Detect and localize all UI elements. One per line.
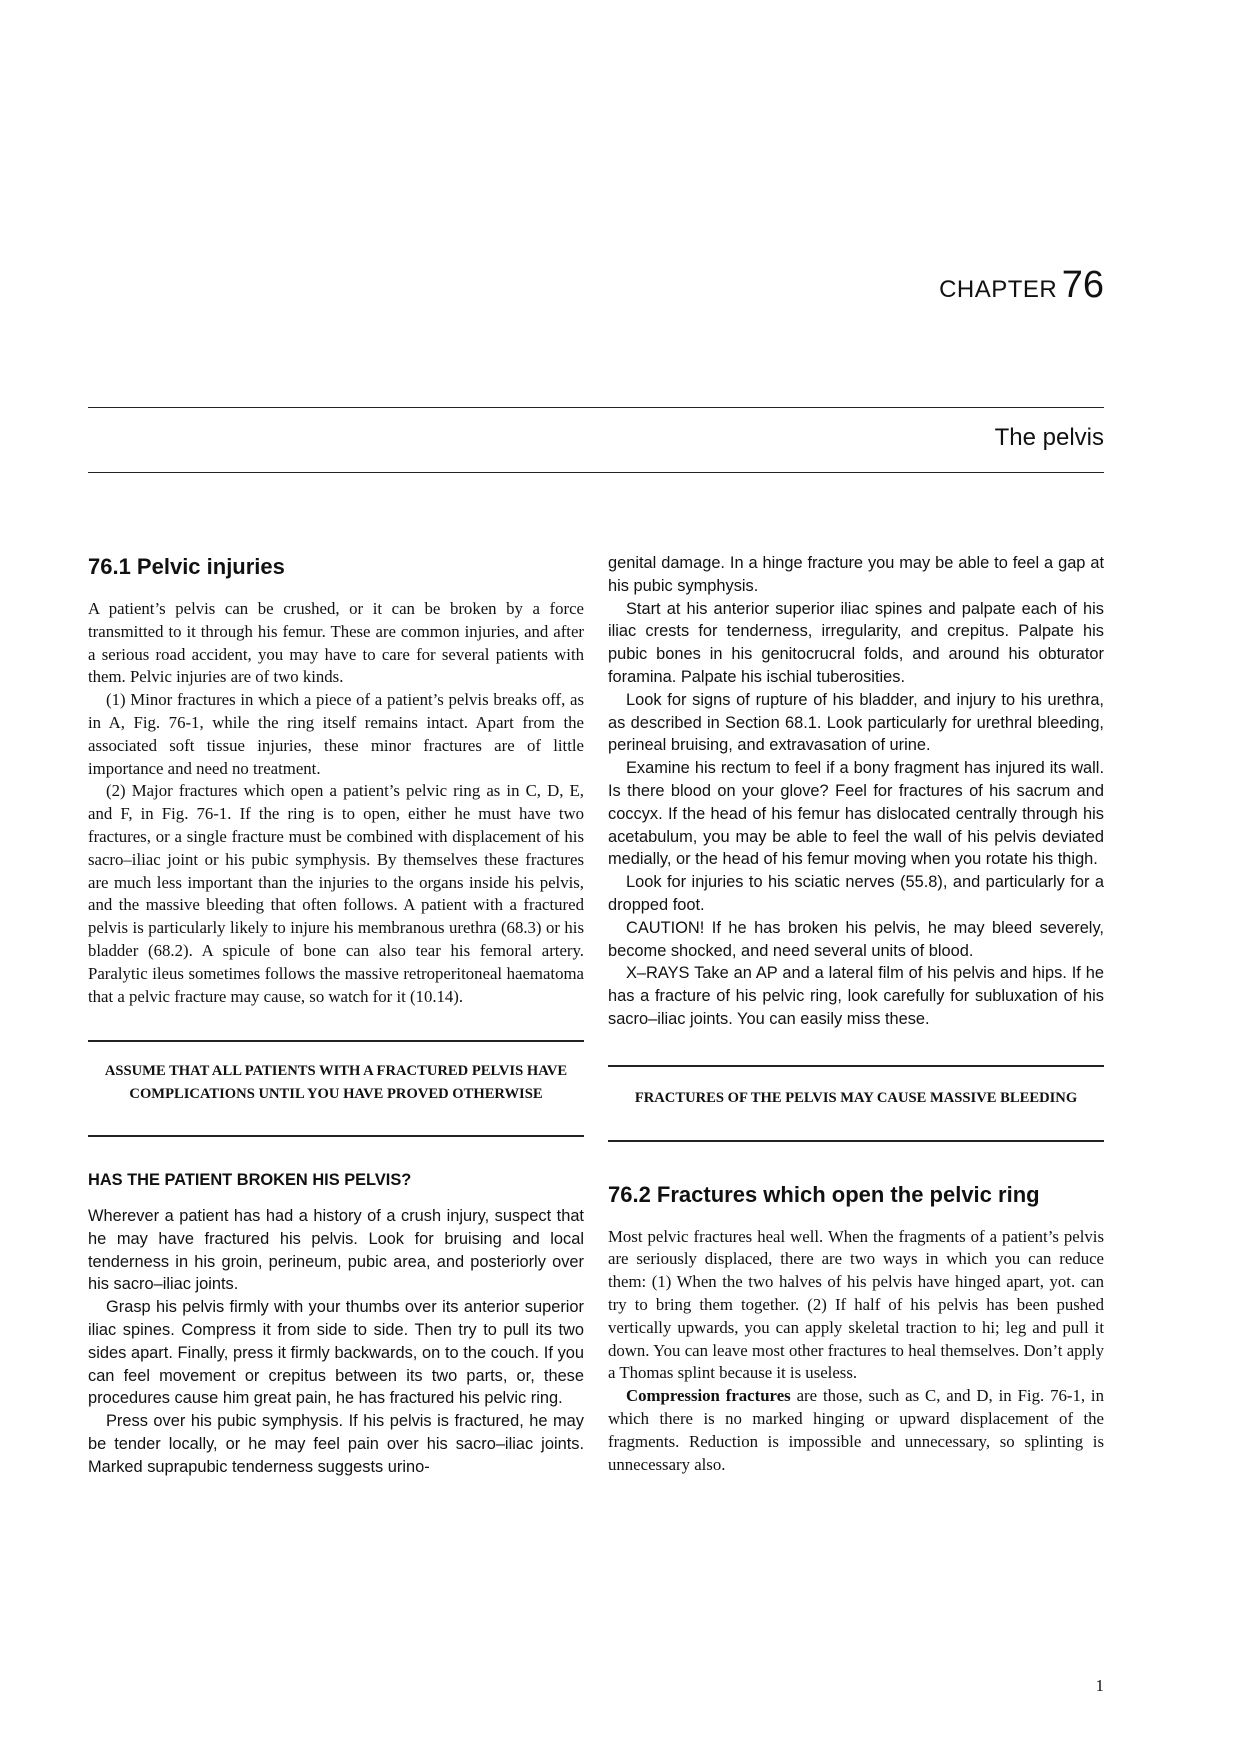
- page-number: 1: [1095, 1676, 1104, 1695]
- right-paragraph: Look for signs of rupture of his bladder, and injury to his urethra, as described in Section 68.1. Look particularly for urethral bleeding, perineal bruising, and extravasation of urine.: [608, 690, 1104, 755]
- section-1-paragraph: (1) Minor fractures in which a piece of a patient’s pelvis breaks off, as in A, Fig. 76-1, while the ring itself remains intact. Apart from the associated soft tissue injuries, these minor fractures are of little importance and need no treatment.: [88, 690, 584, 778]
- left-column: [88, 552, 584, 1479]
- section-heading-76-2: 76.2 Fractures which open the pelvic ring: [608, 1181, 1040, 1207]
- subsection-paragraph: Press over his pubic symphysis. If his pelvis is fractured, he may be tender locally, or he may feel pain over his sacro–iliac joints. Marked suprapubic tenderness suggests urino-: [88, 1412, 584, 1476]
- right-paragraph: Look for injuries to his sciatic nerves (55.8), and particularly for a dropped foot.: [608, 873, 1104, 914]
- callout-left: ASSUME THAT ALL PATIENTS WITH A FRACTURED PELVIS HAVE COMPLICATIONS UNTIL YOU HAVE PROVED OTHERWISE: [104, 1063, 568, 1103]
- chapter-title: The pelvis: [994, 424, 1104, 451]
- section-1-paragraph: (2) Major fractures which open a patient’s pelvic ring as in C, D, E, and F, in Fig. 76-1. If the ring is to open, either he must have two fractures, or a single fracture must be combined with displacement of his sacro–iliac joint or his pubic symphysis. By themselves these fractures are much less important than the injuries to the organs inside his pelvis, and the massive bleeding that often follows. A patient with a fractured pelvis is particularly likely to injure his membranous urethra (68.3) or his bladder (68.2). A spicule of bone can also tear his femoral artery. Paralytic ileus sometimes follows the massive retroperitoneal haematoma that a pelvic fracture may cause, so watch for it (10.14).: [88, 781, 584, 1006]
- chapter-heading: [939, 264, 1104, 307]
- callout-right: FRACTURES OF THE PELVIS MAY CAUSE MASSIVE BLEEDING: [634, 1089, 1078, 1106]
- subsection-paragraph: Wherever a patient has had a history of a crush injury, suspect that he may have fractured his pelvis. Look for bruising and local tenderness in his groin, perineum, pubic area, and posteriorly over his sacro–iliac joints.: [88, 1206, 584, 1294]
- right-paragraph: Examine his rectum to feel if a bony fragment has injured its wall. Is there blood on your glove? Feel for fractures of his sacrum and coccyx. If the head of his femur has dislocated centrally through his acetabulum, you may be able to feel the wall of his pelvis deviated medially, or the head of his femur moving when you rotate his thigh.: [608, 759, 1104, 869]
- subsection-paragraph: Grasp his pelvis firmly with your thumbs over its anterior superior iliac spines. Compress it from side to side. Then try to pull its two sides apart. Finally, press it firmly backwards, on to the couch. If you can feel movement or crepitus between its two parts, or, these procedures cause him great pain, he has fractured his pelvic ring.: [88, 1298, 584, 1408]
- right-paragraph: CAUTION! If he has broken his pelvis, he may bleed severely, become shocked, and need several units of blood.: [608, 918, 1104, 960]
- bottom-divider: [88, 472, 1104, 473]
- chapter-label: CHAPTER: [939, 276, 1058, 303]
- subsection-heading: HAS THE PATIENT BROKEN HIS PELVIS?: [88, 1170, 412, 1189]
- chapter-number: 76: [1061, 264, 1104, 306]
- compression-fractures-text: are those, such as C, and D, in Fig. 76-1, in which there is no marked hinging or upward displacement of the fragments. Reduction is impossible and unnecessary, so splinting is unnecessary also.: [608, 1386, 1104, 1474]
- top-divider: [88, 407, 1104, 408]
- right-paragraph: genital damage. In a hinge fracture you may be able to feel a gap at his pubic symphysis.: [608, 554, 1104, 595]
- right-paragraph: X–RAYS Take an AP and a lateral film of his pelvis and hips. If he has a fracture of his pelvic ring, look carefully for subluxation of his sacro–iliac joints. You can easily miss these.: [608, 964, 1104, 1028]
- section-2-paragraph: [608, 1385, 1104, 1476]
- section-heading-76-1: 76.1 Pelvic injuries: [88, 554, 285, 579]
- right-column: [608, 552, 1104, 1476]
- section-2-paragraph: Most pelvic fractures heal well. When the fragments of a patient’s pelvis are seriously displaced, there are two ways in which you can reduce them: (1) When the two halves of his pelvis have hinged apart, yot. can try to bring them together. (2) If half of his pelvis has been pushed vertically upwards, you can apply skeletal traction to hi; leg and pull it down. You can leave most other fractures to heal themselves. Don’t apply a Thomas splint because it is useless.: [608, 1226, 1104, 1383]
- compression-fractures-term: Compression fractures: [626, 1386, 791, 1406]
- section-1-paragraph: A patient’s pelvis can be crushed, or it can be broken by a force transmitted to it through his femur. These are common injuries, and after a serious road accident, you may have to care for several patients with them. Pelvic injuries are of two kinds.: [88, 599, 584, 687]
- right-paragraph: Start at his anterior superior iliac spines and palpate each of his iliac crests for tenderness, irregularity, and crepitus. Palpate his pubic bones in his genitocrucral folds, and around his obturator foramina. Palpate his ischial tuberosities.: [608, 599, 1104, 686]
